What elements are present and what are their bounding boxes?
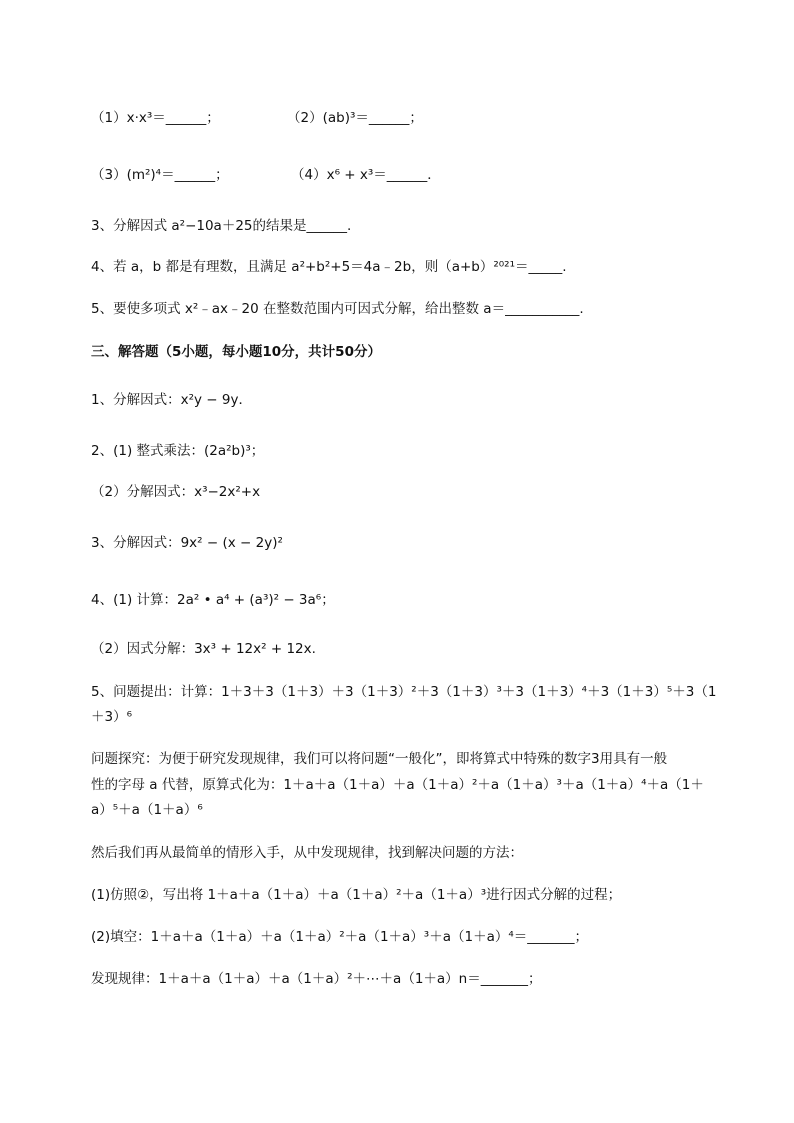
exploration-line-2: 性的字母 a 代替，原算式化为：1＋a＋a（1＋a）＋a（1＋a）²＋a（1＋a）³＋a（1＋a）⁴＋a（1＋ [91,777,704,793]
solve-question-3: 3、分解因式：9x² − (x − 2y)² [91,535,283,551]
fill-blank-2-part-b: （4）x⁶ + x³＝______． [291,167,441,183]
solve-question-4-part-2: （2）因式分解：3x³ + 12x² + 12x. [91,641,316,657]
solve-question-4-part-1: 4、(1) 计算：2a² • a⁴ + (a³)² − 3a⁶； [91,592,335,608]
fill-blank-question-4: 4、若 a，b 都是有理数，且满足 a²+b²+5＝4a﹣2b，则（a+b）²⁰²¹＝_____. [91,259,567,275]
solve-question-5-line-1: 5、问题提出：计算：1＋3＋3（1＋3）＋3（1＋3）²＋3（1＋3）³＋3（1＋3）⁴＋3（1＋3）⁵＋3（1 [91,684,717,700]
solve-question-2-part-1: 2、(1) 整式乘法：(2a²b)³； [91,443,265,459]
fill-blank-question-3: 3、分解因式 a²−10a＋25的结果是______. [91,218,352,234]
exploration-line-1: 问题探究：为便于研究发现规律，我们可以将问题“一般化”，即将算式中特殊的数字3用具有一般 [91,751,668,767]
solve-question-5-line-2: ＋3）⁶ [91,709,133,725]
discover-rule: 发现规律：1＋a＋a（1＋a）＋a（1＋a）²＋⋯＋a（1＋a）n＝_______； [91,971,542,987]
method-intro: 然后我们再从最简单的情形入手，从中发现规律，找到解决问题的方法： [91,845,523,861]
solve-question-2-part-2: （2）分解因式：x³−2x²+x [91,484,261,500]
fill-blank-question-5: 5、要使多项式 x²﹣ax﹣20 在整数范围内可因式分解，给出整数 a＝___________. [91,301,584,317]
section-heading: 三、解答题（5小题，每小题10分，共计50分） [91,344,381,360]
task-1: (1)仿照②，写出将 1＋a＋a（1＋a）＋a（1＋a）²＋a（1＋a）³进行因式分解的过程； [91,887,622,903]
fill-blank-2-part-a: （3）(m²)⁴＝______； [91,167,229,183]
solve-question-1: 1、分解因式：x²y − 9y． [91,392,252,408]
fill-blank-1-part-b: （2）(ab)³＝______； [287,110,423,126]
task-2: (2)填空：1＋a＋a（1＋a）＋a（1＋a）²＋a（1＋a）³＋a（1＋a）⁴＝_______； [91,929,589,945]
fill-blank-1-part-a: （1）x·x³＝______； [91,110,220,126]
exploration-line-3: a）⁵＋a（1＋a）⁶ [91,802,203,818]
